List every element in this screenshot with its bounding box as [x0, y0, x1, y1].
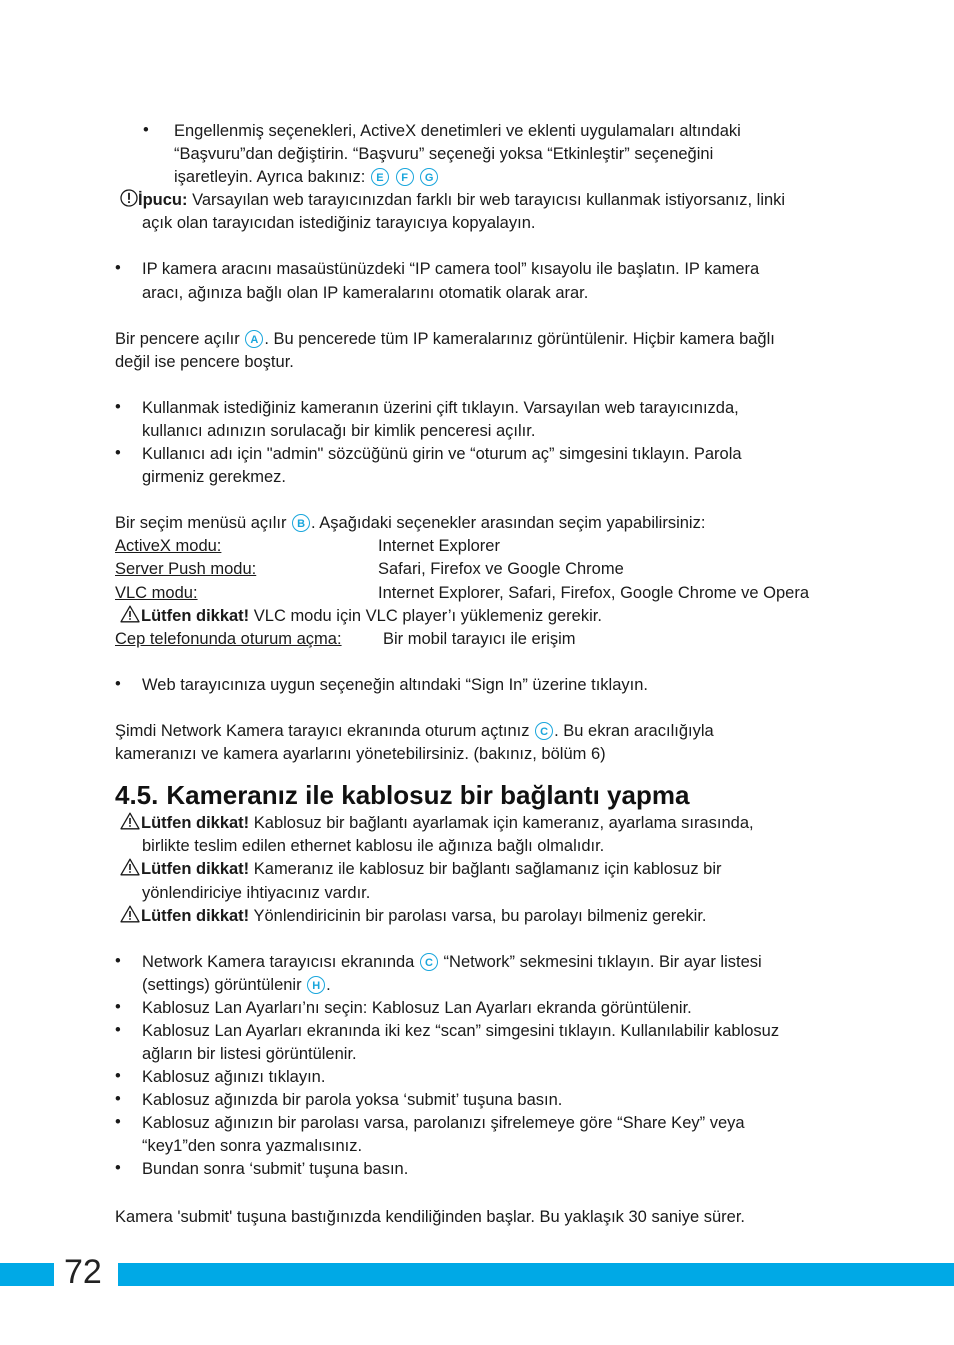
section-heading: [115, 780, 689, 811]
warning-triangle-icon: [120, 812, 140, 830]
warning-line: [120, 905, 707, 927]
step-line: [142, 974, 331, 996]
step-line: ağların bir listesi görüntülenir.: [142, 1045, 357, 1063]
bullet: •: [115, 1067, 121, 1085]
ref-a-icon: A: [245, 330, 263, 348]
mode-value: Internet Explorer: [378, 537, 500, 555]
text-line: Kamera 'submit' tuşuna bastığınızda kendiliğinden başlar. Bu yaklaşık 30 saniye sürer.: [115, 1208, 745, 1226]
page-number: 72: [64, 1253, 102, 1291]
ref-h-icon: H: [307, 976, 325, 994]
ref-g-icon: G: [420, 168, 438, 186]
text-line: kameranızı ve kamera ayarlarını yönetebilirsiniz. (bakınız, bölüm 6): [115, 745, 606, 763]
step-line: [142, 951, 762, 973]
text-line: [115, 720, 714, 742]
text: Şimdi Network Kamera tarayıcı ekranında oturum açtınız: [115, 722, 535, 740]
text-line: Kullanıcı adı için "admin" sözcüğünü girin ve “oturum aç” simgesini tıklayın. Parola: [142, 445, 742, 463]
text-line: “Başvuru”dan değiştirin. “Başvuru” seçeneği yoksa “Etkinleştir” seçeneğini: [174, 145, 714, 163]
warning-line: [120, 812, 754, 834]
text: . Bu ekran aracılığıyla: [554, 722, 714, 740]
section-number: 4.5.: [115, 780, 159, 810]
bullet: •: [115, 675, 121, 693]
step-line: Kablosuz Lan Ayarları ekranında iki kez “scan” simgesini tıklayın. Kullanılabilir kablosuz: [142, 1022, 780, 1040]
bullet: •: [115, 952, 121, 970]
text-line: girmeniz gerekmez.: [142, 468, 286, 486]
warning-text: Kablosuz bir bağlantı ayarlamak için kameranız, ayarlama sırasında,: [249, 814, 754, 832]
ref-c-icon: C: [420, 953, 438, 971]
footer-bar-left: [0, 1263, 60, 1286]
bullet: •: [143, 121, 149, 139]
tip-line: [120, 189, 785, 211]
text: “Network” sekmesini tıklayın. Bir ayar listesi: [438, 953, 762, 971]
text: Bir seçim menüsü açılır: [115, 514, 292, 532]
warning-triangle-icon: [120, 858, 140, 876]
text: .: [326, 976, 331, 994]
mode-label: VLC modu:: [115, 584, 198, 602]
bullet: •: [115, 398, 121, 416]
warning-label: Lütfen dikkat!: [141, 907, 250, 925]
warning-text: VLC modu için VLC player’ı yüklemeniz gerekir.: [249, 607, 602, 625]
warning-triangle-icon: [120, 605, 140, 623]
tip-label: İpucu:: [138, 191, 188, 209]
ref-c-icon: C: [535, 722, 553, 740]
warning-line: [120, 605, 602, 627]
text: Network Kamera tarayıcısı ekranında: [142, 953, 419, 971]
section-title: Kameranız ile kablosuz bir bağlantı yapma: [166, 780, 690, 810]
warning-line: [120, 858, 722, 880]
bullet: •: [115, 1159, 121, 1177]
warning-label: Lütfen dikkat!: [141, 860, 250, 878]
warning-text: Yönlendiricinin bir parolası varsa, bu parolayı bilmeniz gerekir.: [249, 907, 707, 925]
step-line: Bundan sonra ‘submit’ tuşuna basın.: [142, 1160, 409, 1178]
footer-bar-right: [112, 1263, 954, 1286]
step-line: Kablosuz Lan Ayarları’nı seçin: Kablosuz Lan Ayarları ekranda görüntülenir.: [142, 999, 692, 1017]
text-line: [115, 512, 705, 534]
text-line: yönlendiriciye ihtiyacınız vardır.: [142, 884, 371, 902]
ref-f-icon: F: [396, 168, 414, 186]
text: Bir pencere açılır: [115, 330, 245, 348]
step-line: Kablosuz ağınızı tıklayın.: [142, 1068, 326, 1086]
warning-label: Lütfen dikkat!: [141, 814, 250, 832]
text-line: Engellenmiş seçenekleri, ActiveX denetimleri ve eklenti uygulamaları altındaki: [174, 122, 741, 140]
bullet: •: [115, 1090, 121, 1108]
text-line: açık olan tarayıcıdan istediğiniz tarayıcıya kopyalayın.: [142, 214, 536, 232]
step-line: Kablosuz ağınızda bir parola yoksa ‘submit’ tuşuna basın.: [142, 1091, 563, 1109]
text-line: kullanıcı adınızın sorulacağı bir kimlik penceresi açılır.: [142, 422, 536, 440]
text: . Aşağıdaki seçenekler arasından seçim yapabilirsiniz:: [311, 514, 706, 532]
text: işaretleyin. Ayrıca bakınız:: [174, 168, 366, 186]
mode-value: Internet Explorer, Safari, Firefox, Google Chrome ve Opera: [378, 584, 810, 602]
mode-label: Server Push modu:: [115, 560, 257, 578]
bullet: •: [115, 998, 121, 1016]
text-line: [174, 166, 439, 188]
warning-label: Lütfen dikkat!: [141, 607, 250, 625]
text-line: IP kamera aracını masaüstünüzdeki “IP camera tool” kısayolu ile başlatın. IP kamera: [142, 260, 760, 278]
text-line: [115, 328, 775, 350]
ref-b-icon: B: [292, 514, 310, 532]
tip-text: Varsayılan web tarayıcınızdan farklı bir web tarayıcısı kullanmak istiyorsanız, linki: [187, 191, 786, 209]
bullet: •: [115, 259, 121, 277]
bullet: •: [115, 1113, 121, 1131]
mode-value: Safari, Firefox ve Google Chrome: [378, 560, 624, 578]
bullet: •: [115, 1021, 121, 1039]
text-line: değil ise pencere boştur.: [115, 353, 294, 371]
warning-text: Kameranız ile kablosuz bir bağlantı sağlamanız için kablosuz bir: [249, 860, 722, 878]
mode-label: ActiveX modu:: [115, 537, 222, 555]
text: (settings) görüntülenir: [142, 976, 307, 994]
info-exclamation-icon: [120, 189, 138, 207]
step-line: Kablosuz ağınızın bir parolası varsa, parolanızı şifrelemeye göre “Share Key” veya: [142, 1114, 745, 1132]
text-line: Kullanmak istediğiniz kameranın üzerini çift tıklayın. Varsayılan web tarayıcınızda,: [142, 399, 739, 417]
text-line: Web tarayıcınıza uygun seçeneğin altındaki “Sign In” üzerine tıklayın.: [142, 676, 648, 694]
text: . Bu pencerede tüm IP kameralarınız görüntülenir. Hiçbir kamera bağlı: [264, 330, 775, 348]
bullet: •: [115, 444, 121, 462]
text-line: aracı, ağınıza bağlı olan IP kameralarını otomatik olarak arar.: [142, 284, 589, 302]
mode-value: Bir mobil tarayıcı ile erişim: [383, 630, 576, 648]
step-line: “key1”den sonra yazmalısınız.: [142, 1137, 363, 1155]
text-line: birlikte teslim edilen ethernet kablosu ile ağınıza bağlı olmalıdır.: [142, 837, 605, 855]
mode-label: Cep telefonunda oturum açma:: [115, 630, 342, 648]
ref-e-icon: E: [371, 168, 389, 186]
warning-triangle-icon: [120, 905, 140, 923]
